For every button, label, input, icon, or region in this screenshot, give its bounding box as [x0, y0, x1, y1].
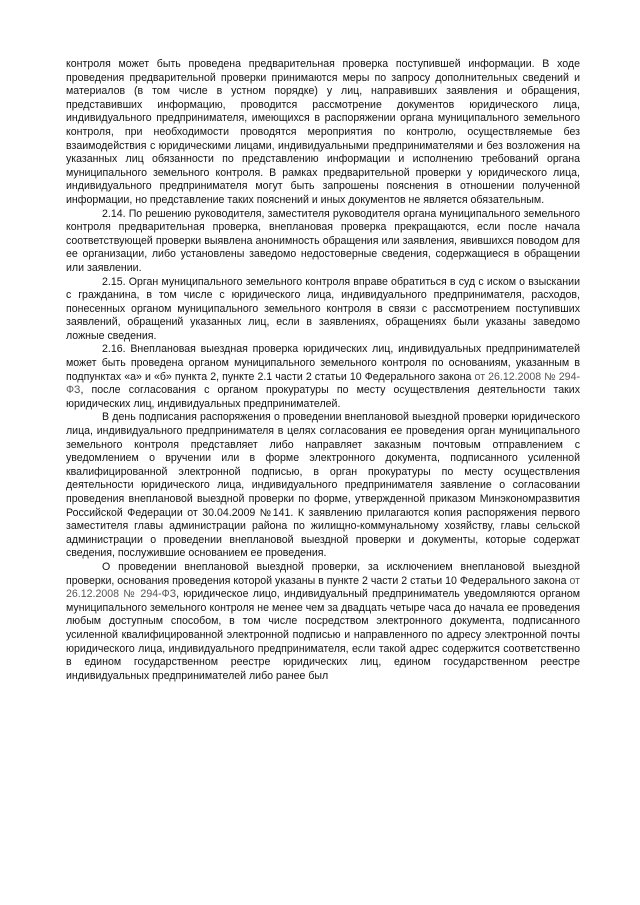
- paragraph-approval-request: [66, 411, 580, 561]
- paragraph-text: В день подписания распоряжения о проведении внеплановой выездной проверки юридического лица, индивидуального предпринимателя в целях согласования ее проведения орган муниципального земельного контроля представляет либо направляет заказным почтовым отправлением с уведомлением о вручении или в форме электронного документа, подписанного усиленной квалифицированной электронной подписью, в орган прокуратуры по месту осуществления деятельности юридического лица, индивидуального предпринимателя заявление о согласовании проведения внеплановой выездной проверки по форме, утвержденной приказом Минэкономразвития Российской Федерации от 30.04.2009 №141. К заявлению прилагаются копия распоряжения первого заместителя главы администрации района по жилищно-коммунальному хозяйству, главы сельской администрации о проведении внеплановой выездной проверки и документы, которые содержат сведения, послужившие основанием ее проведения.: [66, 411, 580, 560]
- paragraph-text: контроля может быть проведена предварительная проверка поступившей информации. В ходе проведения предварительной проверки принимаются меры по запросу дополнительных сведений и материалов (в том числе в устном порядке) у лиц, направивших заявления и обращения, представивших информацию, проводится рассмотрение документов юридического лица, индивидуального предпринимателя, имеющихся в распоряжении органа муниципального земельного контроля, при необходимости проводятся мероприятия по контролю, осуществляемые без взаимодействия с юридическими лицами, индивидуальными предпринимателями и без возложения на указанных лиц обязанности по представлению информации и исполнению требований органа муниципального земельного контроля. В рамках предварительной проверки у юридического лица, индивидуального предпринимателя могут быть запрошены пояснения в отношении полученной информации, но представление таких пояснений и иных документов не является обязательным.: [66, 58, 580, 206]
- paragraph-2-15: [66, 276, 580, 344]
- paragraph-text: О проведении внеплановой выездной проверки, за исключением внеплановой выездной проверки, основания проведения которой указаны в пункте 2 части 2 статьи 10 Федерального закона: [66, 560, 580, 587]
- paragraph-2-14: [66, 208, 580, 276]
- paragraph-text: 2.14. По решению руководителя, заместителя руководителя органа муниципального земельного контроля предварительная проверка, внеплановая проверка прекращаются, если после начала соответствующей проверки выявлена анонимность обращения или заявления, явившихся поводом для ее организации, либо установлены заведомо недостоверные сведения, содержащиеся в обращении или заявлении.: [66, 207, 580, 274]
- paragraph-2-16: [66, 343, 580, 411]
- law-reference-link[interactable]: от 26.12.2008 № 294-ФЗ: [66, 370, 580, 397]
- paragraph-preliminary-check: [66, 58, 580, 208]
- paragraph-notification: [66, 561, 580, 683]
- document-page: [66, 58, 580, 683]
- paragraph-text: , после согласования с органом прокуратуры по месту осуществления деятельности таких юридических лиц, индивидуальных предпринимателей.: [66, 384, 580, 410]
- paragraph-text: , юридическое лицо, индивидуальный предприниматель уведомляются органом муниципального земельного контроля не менее чем за двадцать четыре часа до начала ее проведения любым доступным способом, в том числе посредством электронного документа, подписанного усиленной квалифицированной электронной подписью и направленного по адресу электронной почты юридического лица, индивидуального предпринимателя, если такой адрес содержится соответственно в едином государственном реестре юридических лиц, едином государственном реестре индивидуальных предпринимателей либо ранее был: [66, 588, 580, 682]
- paragraph-text: 2.15. Орган муниципального земельного контроля вправе обратиться в суд с иском о взыскании с гражданина, в том числе с юридического лица, индивидуального предпринимателя, расходов, понесенных органом муниципального земельного контроля в связи с рассмотрением поступивших заявлений, обращений указанных лиц, если в заявлениях, обращениях были указаны заведомо ложные сведения.: [66, 275, 580, 342]
- paragraph-text: 2.16. Внеплановая выездная проверка юридических лиц, индивидуальных предпринимателей может быть проведена органом муниципального земельного контроля по основаниям, указанным в подпунктах «а» и «б» пункта 2, пункте 2.1 части 2 статьи 10 Федерального закона: [66, 343, 580, 383]
- law-reference-link[interactable]: от 26.12.2008 № 294-ФЗ: [66, 574, 580, 601]
